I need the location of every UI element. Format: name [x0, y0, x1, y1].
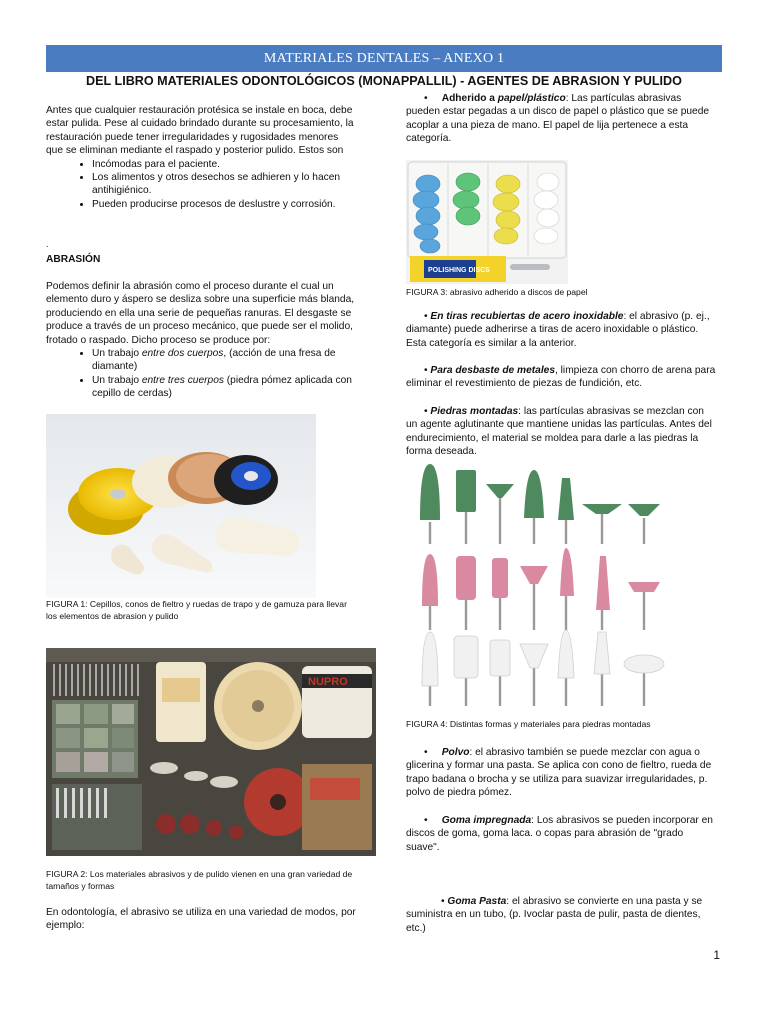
- document-banner: MATERIALES DENTALES – ANEXO 1: [46, 45, 722, 72]
- bullet-emphasis: Goma impregnada: [441, 815, 532, 826]
- list-item: • Pueden producirse procesos de deslustre y corrosión.: [92, 198, 358, 211]
- list-item: [92, 347, 358, 374]
- list-item-text: , (acción de una fresa de diamante): [92, 348, 336, 373]
- list-item-text: Un trabajo: [92, 374, 142, 386]
- page-number: 1: [713, 948, 720, 962]
- bullet-emphasis: En tiras recubiertas de acero inoxidable: [430, 311, 624, 322]
- polishing-discs-label: POLISHING DISCS: [428, 267, 490, 274]
- list-item: • Incómodas para el paciente.: [92, 158, 358, 171]
- paste-bullet: [406, 895, 718, 935]
- bullet-icon: •: [424, 896, 448, 907]
- bullet-body: : Las partículas abrasivas pueden estar pegadas a un disco de papel o plástico que se puede acoplar a una pieza de mano. El papel de lija pertenece a esta categoría.: [406, 93, 710, 145]
- intro-list: [46, 158, 358, 212]
- figure-3-caption: FIGURA 3: abrasivo adherido a discos de papel: [406, 287, 588, 297]
- rubber-bullet: [406, 814, 718, 854]
- bullet-icon: •: [424, 406, 431, 417]
- paste-bullet-text: [406, 895, 718, 935]
- rubber-bullet-text: [406, 814, 718, 854]
- list-item: [92, 374, 358, 401]
- paper-bullet-text: [406, 92, 718, 146]
- paper-bullet: [406, 92, 718, 146]
- intro-paragraph: Antes que cualquier restauración protésica se instale en boca, debe estar pulida. Pese al cuidado brindado durante su procesamiento, la restauración puede tener irregularidades y rugosidades menores que se eliminan mediante el raspado y posterior pulido. Estos son: [46, 105, 354, 157]
- powder-bullet-text: [406, 746, 718, 800]
- stray-mark: .: [46, 239, 49, 249]
- metal-bullet-text: [406, 364, 718, 391]
- abrasion-list: [46, 347, 358, 401]
- bullet-lead: Adherido a: [441, 93, 498, 104]
- bullet-body: : el abrasivo (p. ej., diamante) puede adherirse a tiras de acero inoxidable o plástico. Esta categoría es similar a la anterior.: [406, 311, 710, 349]
- list-item-emphasis: entre tres cuerpos: [141, 374, 224, 386]
- bullet-body: : el abrasivo se convierte en una pasta y se suministra en un tubo, (p. Ivoclar pasta de pulir, pasta de dientes, etc.): [406, 896, 703, 934]
- bullet-body: , limpieza con chorro de arena para eliminar el revestimiento de piezas de fundición, etc.: [406, 365, 716, 390]
- list-item: • Los alimentos y otros desechos se adhieren y lo hacen antihigiénico.: [92, 171, 358, 198]
- intro-section: [46, 104, 358, 211]
- figure-2-caption: FIGURA 2: Los materiales abrasivos y de pulido vienen en una gran variedad de tamaños y formas: [46, 869, 353, 891]
- stones-bullet: [406, 405, 718, 459]
- powder-bullet: [406, 746, 718, 800]
- figure-3-image: [406, 160, 568, 284]
- list-item-text: (piedra pómez aplicada con cepillo de cerdas): [92, 374, 352, 400]
- bullet-emphasis: papel/plástico: [497, 93, 566, 104]
- list-item-emphasis: entre dos cuerpos: [141, 348, 224, 360]
- bullet-emphasis: Polvo: [441, 747, 470, 758]
- figure-4-caption: FIGURA 4: Distintas formas y materiales para piedras montadas: [406, 719, 651, 729]
- nupro-label: NUPRO: [308, 676, 348, 688]
- bullet-icon: •: [424, 747, 442, 758]
- document-subtitle: DEL LIBRO MATERIALES ODONTOLÓGICOS (MONAPPALLIL) - AGENTES DE ABRASION Y PULIDO: [86, 74, 682, 88]
- list-item-text: Un trabajo: [92, 348, 142, 360]
- bullet-icon: •: [424, 93, 442, 104]
- bullet-emphasis: Para desbaste de metales: [430, 365, 555, 376]
- bullet-body: : las partículas abrasivas se mezclan con un agente aglutinante que mantiene unidas las partículas. Antes del endurecimiento, el material se moldea para darle a las piedras la forma deseada.: [406, 406, 712, 458]
- bullet-body: : el abrasivo también se puede mezclar con agua o glicerina y formar una pasta. Se aplica con cono de fieltro, rueda de trapo badana o brocha y se utiliza para suavizar irregularidades, p. polvo de piedra pómez.: [406, 747, 712, 799]
- bullet-icon: •: [424, 815, 442, 826]
- stones-bullet-text: [406, 405, 718, 459]
- abrasion-paragraph: Podemos definir la abrasión como el proceso durante el cual un elemento duro y áspero se desliza sobre una superficie más blanda, produciendo en ella una serie de pequeñas ranuras. El desgaste se produce a través de un proceso mecánico, que puede ser el molido, frotado o raspado. Dicho proceso se produce por:: [46, 281, 355, 346]
- figure-4-image: [414, 460, 676, 708]
- bullet-icon: •: [424, 365, 431, 376]
- abrasion-section: [46, 280, 358, 401]
- figure-1-image: [46, 414, 316, 598]
- bullet-emphasis: Piedras montadas: [430, 406, 519, 417]
- abrasion-heading: ABRASIÓN: [46, 254, 101, 265]
- bullet-icon: •: [424, 311, 431, 322]
- bullet-body: : Los abrasivos se pueden incorporar en discos de goma, goma laca. o copas para abrasión de "grado suave".: [406, 815, 713, 853]
- bullet-emphasis: Goma Pasta: [447, 896, 507, 907]
- closing-paragraph: En odontología, el abrasivo se utiliza en una variedad de modos, por ejemplo:: [46, 907, 356, 932]
- metal-bullet: [406, 364, 718, 391]
- figure-1-caption: FIGURA 1: Cepillos, conos de fieltro y ruedas de trapo y de gamuza para llevar los elementos de abrasion y pulido: [46, 599, 347, 621]
- steel-bullet: [406, 310, 718, 350]
- figure-2-image: [46, 648, 376, 856]
- steel-bullet-text: [406, 310, 718, 350]
